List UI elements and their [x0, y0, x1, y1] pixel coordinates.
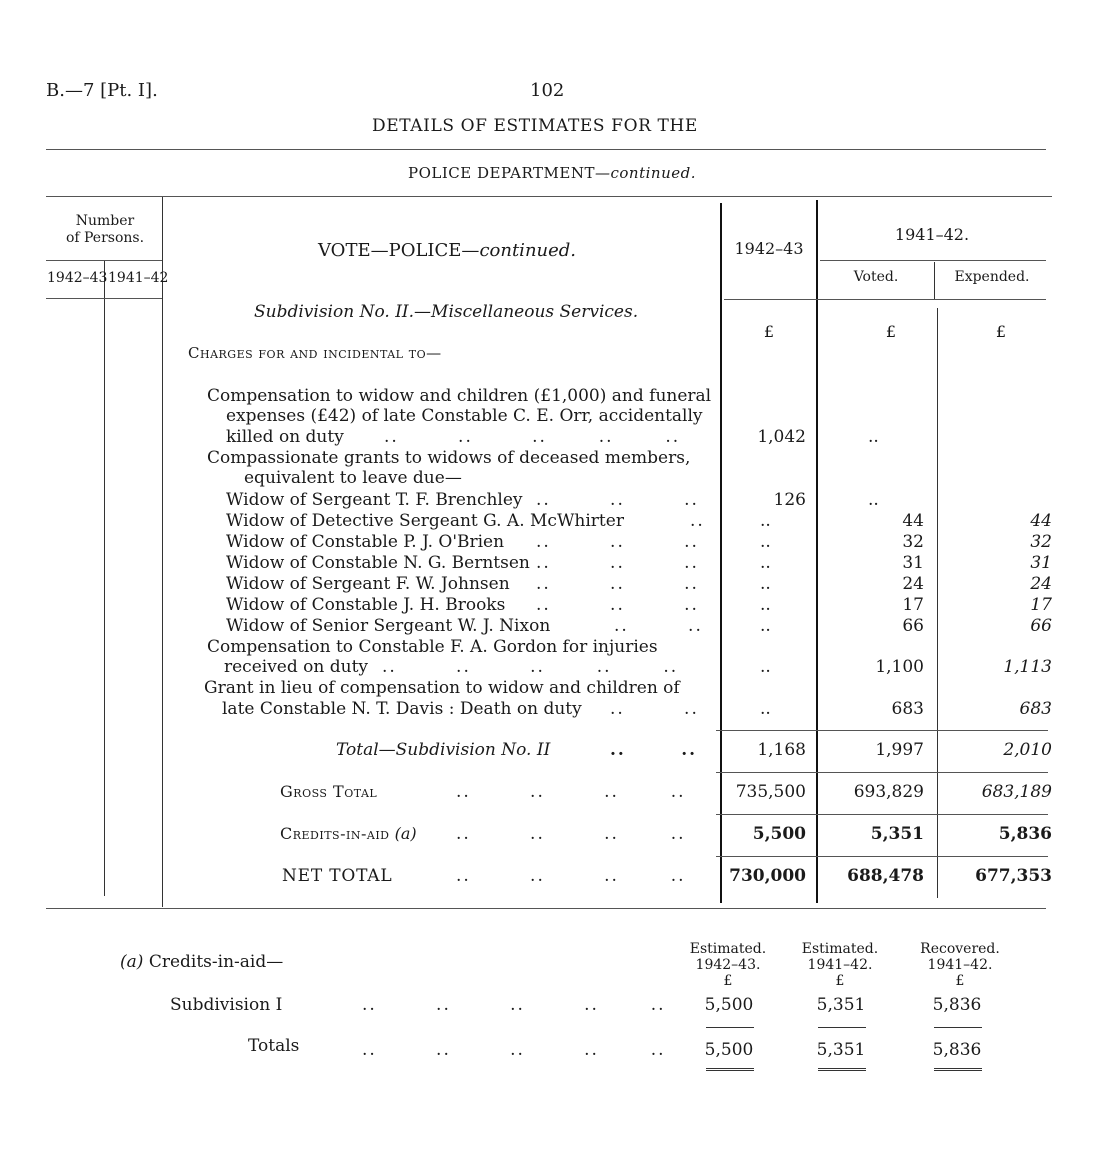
voted-value: 1,100	[875, 657, 924, 677]
footnote-col2-header	[792, 941, 888, 989]
leader-dots: .. .. .. .. ..	[362, 995, 666, 1015]
col-expended-header: Expended.	[954, 269, 1030, 285]
footnote-value: 5,836	[932, 1040, 982, 1060]
subdivision-title: Subdivision No. II.—Miscellaneous Services.	[254, 302, 639, 322]
est-value: ..	[760, 574, 771, 594]
leader-dots: .. ..	[610, 740, 698, 760]
department-suffix: —continued.	[594, 164, 696, 182]
currency-expended: £	[995, 322, 1007, 341]
leader-dots: .. .. ..	[536, 490, 699, 510]
row-text: equivalent to leave due—	[244, 468, 462, 488]
footnote-value: 5,500	[704, 1040, 754, 1060]
expended-value: 677,353	[975, 866, 1052, 886]
col-1941-header: 1941–42.	[894, 225, 970, 244]
voted-value: 5,351	[870, 824, 924, 844]
credits-label-text: Credits-in-aid	[280, 824, 390, 843]
row-text: Compensation to Constable F. A. Gordon for injuries	[207, 637, 658, 657]
row-text: Widow of Senior Sergeant W. J. Nixon	[226, 616, 551, 636]
row-text: Compensation to widow and children (£1,000) and funeral	[207, 386, 712, 406]
voted-value: 24	[902, 574, 924, 594]
est-value: ..	[760, 616, 771, 636]
est-value: ..	[760, 699, 771, 719]
footnote-value: 5,500	[704, 995, 754, 1015]
charges-heading: Charges for and incidental to—	[188, 344, 442, 362]
header-currency: £	[723, 973, 733, 989]
voted-value: 693,829	[853, 782, 924, 802]
footnote-sum-rule	[818, 1027, 866, 1028]
voted-value: 31	[902, 553, 924, 573]
year-header-rule	[820, 260, 1046, 261]
voted-value: 32	[902, 532, 924, 552]
row-text: late Constable N. T. Davis : Death on duty	[222, 699, 582, 719]
est-value: ..	[760, 657, 771, 677]
header-line: Estimated.	[801, 941, 879, 957]
persons-col-1941: 1941–42	[108, 270, 169, 286]
est-value: 5,500	[752, 824, 806, 844]
footnote-row-label: Totals	[248, 1036, 300, 1056]
header-line: Estimated.	[689, 941, 767, 957]
voted-column-border	[816, 200, 818, 903]
voted-expended-divider	[934, 262, 935, 300]
persons-subheader-rule	[46, 298, 162, 299]
gross-bottom-rule	[716, 814, 1048, 815]
voted-value: 17	[902, 595, 924, 615]
footnote-col1-header	[680, 941, 776, 989]
voted-value: 44	[902, 511, 924, 531]
document-reference: B.—7 [Pt. I].	[46, 80, 158, 101]
total-label: Gross Total	[280, 782, 378, 801]
row-text: Widow of Constable N. G. Berntsen	[226, 553, 530, 573]
expended-value: 32	[1030, 532, 1052, 552]
persons-column-border	[162, 197, 163, 907]
voted-value: ..	[868, 427, 879, 447]
footnote-title-text: Credits-in-aid—	[148, 952, 284, 972]
row-text: Grant in lieu of compensation to widow and children of	[204, 678, 680, 698]
footnote-sum-rule	[706, 1027, 754, 1028]
leader-dots: .. .. .. ..	[456, 782, 686, 802]
expended-value: 683,189	[981, 782, 1052, 802]
leader-dots: .. ..	[614, 616, 703, 636]
persons-col-1942: 1942–43	[47, 270, 108, 286]
row-text: Widow of Detective Sergeant G. A. McWhirter	[226, 511, 624, 531]
row-text: Widow of Constable P. J. O'Brien	[226, 532, 505, 552]
header-line: 1941–42.	[927, 957, 993, 973]
expended-value: 2,010	[1003, 740, 1052, 760]
expended-value: 31	[1030, 553, 1052, 573]
persons-header-rule	[46, 260, 162, 261]
footnote-value: 5,351	[816, 1040, 866, 1060]
currency-voted: £	[885, 322, 897, 341]
est-value: ..	[760, 532, 771, 552]
est-value: ..	[760, 595, 771, 615]
persons-title-line1: Number	[75, 213, 135, 229]
persons-header	[50, 213, 160, 247]
total-label	[280, 824, 417, 843]
expended-value: 44	[1030, 511, 1052, 531]
expended-value: 17	[1030, 595, 1052, 615]
subtotal-top-rule	[716, 730, 1048, 731]
expended-column-border	[937, 308, 938, 898]
footnote-value: 5,836	[932, 995, 982, 1015]
persons-column-divider	[104, 260, 105, 896]
row-text: expenses (£42) of late Constable C. E. Orr, accidentally	[226, 406, 703, 426]
department-name: POLICE DEPARTMENT	[408, 164, 595, 182]
col-1942-header: 1942–43	[734, 239, 804, 258]
expended-value: 1,113	[1003, 657, 1052, 677]
footnote-double-rule	[706, 1068, 754, 1071]
expended-value: 24	[1030, 574, 1052, 594]
leader-dots: .. .. ..	[536, 574, 699, 594]
header-currency: £	[955, 973, 965, 989]
expended-value: 5,836	[998, 824, 1052, 844]
vote-title-text: VOTE—POLICE—	[318, 240, 480, 261]
title-rule	[46, 149, 1046, 150]
footnote-row-label: Subdivision I	[170, 995, 283, 1015]
subtotal-bottom-rule	[716, 772, 1048, 773]
total-label: Total—Subdivision No. II	[336, 740, 551, 760]
row-text: Widow of Constable J. H. Brooks	[226, 595, 506, 615]
expended-value: 683	[1019, 699, 1052, 719]
credits-footnote-ref: (a)	[394, 824, 417, 843]
est-value: 1,042	[757, 427, 806, 447]
voted-value: ..	[868, 490, 879, 510]
header-line: Recovered.	[920, 941, 1000, 957]
footnote-value: 5,351	[816, 995, 866, 1015]
department-rule	[46, 196, 1052, 197]
footnote-double-rule	[934, 1068, 982, 1071]
footnote-title	[120, 952, 283, 972]
leader-dots: .. .. ..	[536, 595, 699, 615]
leader-dots: .. .. .. .. ..	[384, 427, 681, 447]
col-voted-header: Voted.	[853, 269, 899, 285]
est-value: ..	[760, 553, 771, 573]
leader-dots: .. .. .. .. ..	[362, 1040, 666, 1060]
voted-value: 66	[902, 616, 924, 636]
leader-dots: .. ..	[610, 699, 699, 719]
persons-title-line2: of Persons.	[65, 230, 145, 246]
leader-dots: .. .. .. .. ..	[382, 657, 679, 677]
leader-dots: .. .. ..	[536, 553, 699, 573]
row-text: killed on duty	[226, 427, 344, 447]
vote-title-suffix: continued.	[479, 240, 577, 261]
footnote-double-rule	[818, 1068, 866, 1071]
voted-value: 683	[891, 699, 924, 719]
page-title: DETAILS OF ESTIMATES FOR THE	[372, 116, 698, 136]
leader-dots: .. .. .. ..	[456, 866, 686, 886]
leader-dots: .. .. ..	[536, 532, 699, 552]
est-value: 730,000	[729, 866, 806, 886]
column-header-rule	[724, 299, 1046, 300]
footnote-sum-rule	[934, 1027, 982, 1028]
header-line: 1942–43.	[695, 957, 761, 973]
total-label: NET TOTAL	[282, 866, 393, 886]
est-value: 1,168	[757, 740, 806, 760]
leader-dots: .. .. .. ..	[456, 824, 686, 844]
voted-value: 688,478	[847, 866, 924, 886]
credits-bottom-rule	[716, 856, 1048, 857]
expended-value: 66	[1030, 616, 1052, 636]
header-line: 1941–42.	[807, 957, 873, 973]
currency-est: £	[763, 322, 775, 341]
est-value: 735,500	[735, 782, 806, 802]
page-number: 102	[530, 80, 565, 101]
leader-dots: ..	[690, 511, 705, 531]
voted-value: 1,997	[875, 740, 924, 760]
row-text: Widow of Sergeant T. F. Brenchley	[226, 490, 523, 510]
footnote-marker: (a)	[120, 952, 144, 972]
est-value: 126	[773, 490, 806, 510]
table-bottom-rule	[46, 908, 1046, 909]
header-currency: £	[835, 973, 845, 989]
row-text: received on duty	[224, 657, 369, 677]
row-text: Compassionate grants to widows of deceased members,	[207, 448, 691, 468]
row-text: Widow of Sergeant F. W. Johnsen	[226, 574, 510, 594]
footnote-col3-header	[910, 941, 1010, 989]
vote-title	[318, 240, 576, 261]
est-value: ..	[760, 511, 771, 531]
department-heading	[408, 164, 696, 182]
